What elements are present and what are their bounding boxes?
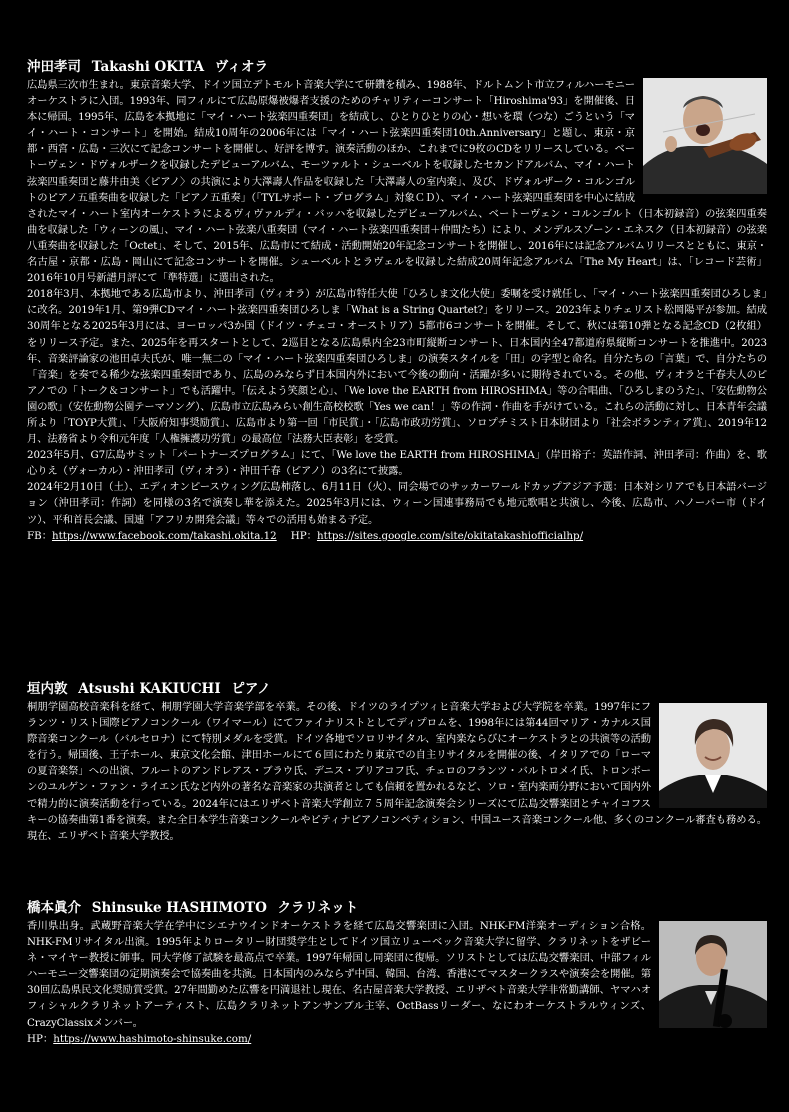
profile-hashimoto	[27, 899, 767, 1047]
instrument: ヴィオラ	[214, 59, 269, 75]
name-en: Atsushi KAKIUCHI	[78, 681, 221, 697]
hashimoto-links	[27, 1031, 767, 1047]
biography-paragraph: 桐朋学園高校音楽科を経て、桐朋学園大学音楽学部を卒業。その後、ドイツのライプツィヒ音楽大学および大学院を卒業。1997年にフランツ・リスト国際ピアノコンクール（ワイマール）にてファイナリストとしてディプロムを、1998年には第44回マリア・カナルス国際音楽コンクール（バルセロナ）にて特別メダルを受賞。ドイツ各地でソロリサイタル、室内楽ならびにオーケストラとの共演等の活動を行う。帰国後、王子ホール、東京文化会館、津田ホールにて６回にわたり東京での自主リサイタルを開催の後、イタリアでの「ローマの夏音楽祭」への出演、フルートのアンドレアス・ブラウ氏、デニス・ブリアコフ氏、チェロのフランツ・バルトロメイ氏、トロンボーンのユルゲン・ファン・ライエン氏など内外の著名な音楽家の共演者としても信頼を置かれるなど、ソロ・室内楽両分野において国内外で精力的に演奏活動を行っている。2024年にはエリザベト音楽大学創立７５周年記念演奏会シリーズにて広島交響楽団とチャイコフスキーの協奏曲第1番を演奏。また全日本学生音楽コンクールやピティナピアノコンペティション、中国ユース音楽コンクール他、多くのコンクール審査も務める。現在、エリザベト音楽大学教授。	[27, 701, 767, 842]
clarinetist-portrait-icon	[659, 921, 767, 1028]
okita-links	[27, 528, 767, 544]
fb-label: FB：	[27, 529, 53, 542]
portrait-photo-violist	[643, 78, 767, 194]
homepage-link[interactable]: https://www.hashimoto-shinsuke.com/	[53, 1032, 252, 1045]
profile-heading	[27, 899, 767, 917]
name-jp: 垣内敦	[27, 681, 68, 697]
biography-paragraph: 2023年5月、G7広島サミット「パートナーズプログラム」にて、「We love the EARTH from HIROSHIMA」（岸田裕子：英語作詞、沖田孝司：作曲）を、歌心りえ（ヴォーカル）・沖田孝司（ヴィオラ）・沖田千春（ピアノ）の3名にて披露。	[27, 449, 767, 478]
profile-okita	[27, 58, 767, 544]
homepage-link[interactable]: https://sites.google.com/site/okitatakashiofficialhp/	[316, 529, 584, 542]
biography-paragraph: 香川県出身。武蔵野音楽大学在学中にシエナウインドオーケストラを経て広島交響楽団に入団。NHK-FM洋楽オーディション合格。NHK-FMリサイタル出演。1995年よりロータリー財団奨学生としてドイツ国立リューベック音楽大学に留学、クラリネットをザビーネ・マイヤー教授に師事。同大学修了試験を最高点で卒業。1997年帰国し同楽団に復帰。ソリストとしては広島交響楽団、中部フィルハーモニー交響楽団の定期演奏会で協奏曲を共演。日本国内のみならず中国、韓国、台湾、香港にてマスタークラスや演奏会を開催。第30回広島県民文化奨励賞受賞。27年間勤めた広響を円満退社し現在、名古屋音楽大学教授、エリザベト音楽大学非常勤講師、ヤマハオフィシャルクラリネットアーティスト、広島クラリネットアンサンブル主宰、OctBassリーダー、なにわオーケストラルウィンズ、CrazyClassixメンバー。	[27, 920, 651, 1029]
hp-label: HP：	[27, 1032, 54, 1045]
profile-heading	[27, 58, 767, 76]
name-jp: 沖田孝司	[27, 59, 81, 75]
pianist-portrait-icon	[659, 703, 767, 808]
name-jp: 橋本眞介	[27, 900, 81, 916]
biography-paragraph: 2024年2月10日（土）、エディオンピースウィング広島柿落し、6月11日（火）、同会場でのサッカーワールドカップアジア予選：日本対シリアでも日本語バージョン（沖田孝司：作詞）を同様の3名で演奏し華を添えた。2025年3月には、ウィーン国連事務局でも地元歌唱と共演し、今後、広島市、ハノーバー市（ドイツ）、平和首長会議、国連「アフリカ開発会議」等々での活用も始まる予定。	[27, 481, 767, 526]
profile-heading	[27, 680, 767, 698]
instrument: クラリネット	[277, 900, 359, 916]
violist-portrait-icon	[643, 78, 767, 194]
instrument: ピアノ	[231, 681, 271, 697]
profile-kakiuchi	[27, 680, 767, 844]
portrait-photo-clarinetist	[659, 921, 767, 1028]
biography-paragraph: 広島県三次市生まれ。東京音楽大学、ドイツ国立デトモルト音楽大学にて研鑽を積み、1988年、ドルトムント市立フィルハーモニーオーケストラに入団。1993年、同フィルにて広島原爆被爆者支援のためのチャリティーコンサート「Hiroshima'93」を開催後、日本に帰国。1995年、広島を本拠地に「マイ・ハート弦楽四重奏団」を結成し、ひとりひとりの心・想いを環（つな）ごうという「マイ・ハート・コンサート」を開始。結成10周年の2006年には「マイ・ハート弦楽四重奏団10th.Anniversary」と題し、東京・京都・西宮・広島・三次にて記念コンサートを開催し、好評を博す。演奏活動のほか、これまでに9枚のCDをリリースしている。ベートーヴェン・ドヴォルザークを収録したデビューアルバム、モーツァルト・シューベルトを収録したセカンドアルバム、マイ・ハート弦楽四重奏団と藤井由美〈ピアノ〉の共演により大澤壽人作品を収録した「大澤壽人の室内楽」、及び、ドヴォルザーク・コルンゴルトのピアノ五重奏曲を収録した「ピアノ五重奏」（「TYLサポート・プログラム」対象ＣＤ）、マイ・ハート弦楽四重奏団を中心に結成されたマイ・ハート室内オーケストラによるヴィヴァルディ・バッハを収録したデビューアルバム、ベートーヴェン・コルンゴルト（日本初録音）の弦楽四重奏曲を収録した「ウィーンの風」、マイ・ハート弦楽八重奏団（マイ・ハート弦楽四重奏団＋仲間たち）により、メンデルスゾーン・エネスク（日本初録音）の弦楽八重奏曲を収録した「Octet」、そして、2015年、広島市にて結成・活動開始20年記念コンサートを開催し、2016年には記念アルバムリリースとともに、東京・名古屋・京都・広島・岡山にて記念コンサートを開催。シューベルトとラヴェルを収録した結成20周年記念アルバム「The My Heart」は、「レコード芸術」2016年10月号新譜月評にて「準特選」に選出された。	[27, 79, 767, 285]
name-en: Takashi OKITA	[91, 59, 205, 75]
facebook-link[interactable]: https://www.facebook.com/takashi.okita.12	[52, 529, 277, 542]
name-en: Shinsuke HASHIMOTO	[91, 900, 267, 916]
portrait-photo-pianist	[659, 703, 767, 808]
hp-label: HP：	[290, 529, 317, 542]
biography-paragraph: 2018年3月、本拠地である広島市より、沖田孝司（ヴィオラ）が広島市特任大使「ひろしま文化大使」委嘱を受け就任し、「マイ・ハート弦楽四重奏団ひろしま」に改名。2019年1月、第9弾CDマイ・ハート弦楽四重奏団ひろしま「What is a String Quartet?」をリリース。2023年よりチェリスト松岡陽平が参加。結成30周年となる2025年3月には、ヨーロッパ3か国（ドイツ・チェコ・オーストリア）5都市6コンサートを開催。そして、秋には第10弾となる記念CD（2枚組）をリリース予定。また、2025年を再スタートとして、2巡目となる広島県内全23市町縦断コンサート、日本国内全47都道府県縦断コンサートを推進中。2023年、音楽評論家の池田卓夫氏が、唯一無二の「マイ・ハート弦楽四重奏団ひろしま」の演奏スタイルを「田」の字型と命名。自分たちの「言葉」で、自分たちの「音楽」を奏でる稀少な弦楽四重奏団であり、広島のみならず日本国内外において今後の動向・活躍が多いに期待されている。その他、ヴィオラと千春夫人のピアノでの「トーク＆コンサート」でも活躍中。「伝えよう笑顔と心」、「We love the EARTH from HIROSHIMA」等の合唱曲、「ひろしまのうた」、「安佐動物公園の歌」（安佐動物公園テーマソング）、広島市立広島みらい創生高校校歌「Yes we can！」等の作詞・作曲を手がけている。これらの活動に対し、日本青年会議所より「TOYP大賞」、「大阪府知事奨励賞」、広島市より第一回「市民賞」・「広島市政功労賞」、ソロプチミスト日本財団より「社会ボランティア賞」、2019年12月、法務省より令和元年度「人権擁護功労賞」の最高位「法務大臣表彰」を受賞。	[27, 288, 767, 446]
